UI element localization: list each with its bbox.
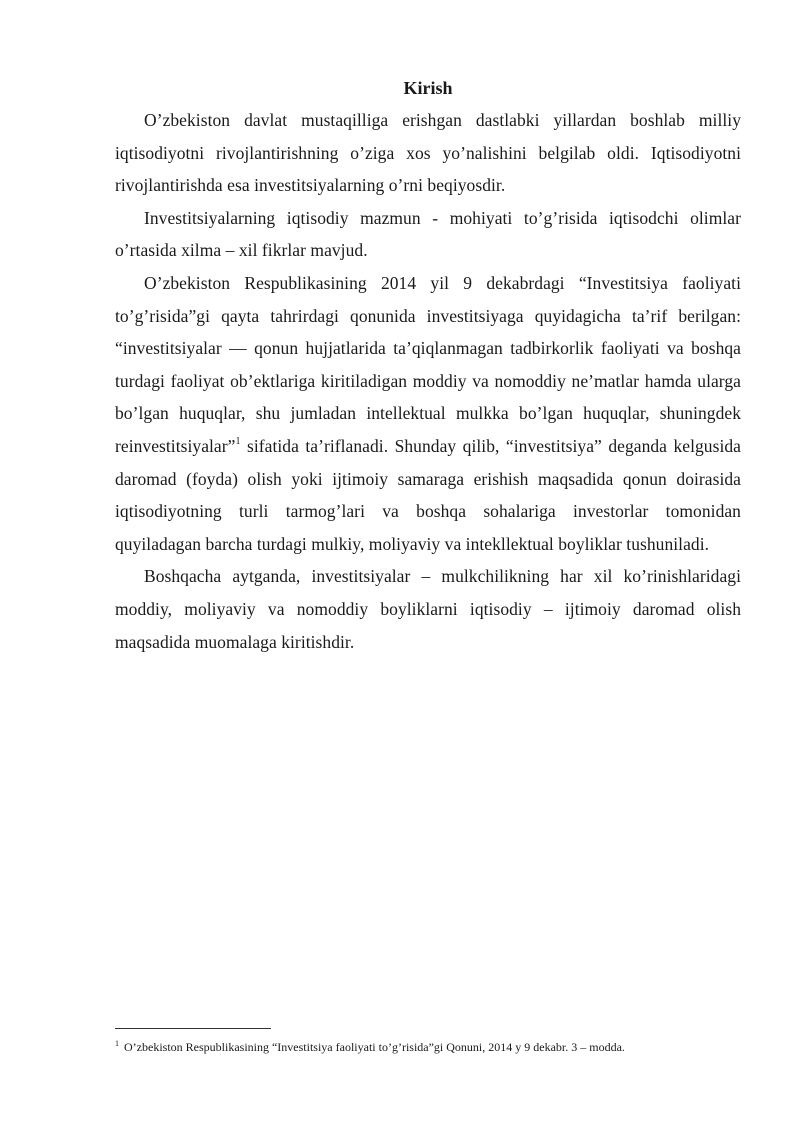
footnote-reference[interactable]: 1	[235, 435, 241, 447]
paragraph-summary: Boshqacha aytganda, investitsiyalar – mulkchilikning har xil ko’rinishlaridagi moddiy, moliyaviy va nomoddiy boyliklarni iqtisodiy – ijtimoiy daromad olish maqsadida muomalaga kiritishdir.	[115, 566, 741, 652]
paragraph-definition	[115, 267, 741, 560]
footnote-text: O’zbekiston Respublikasining “Investitsiya faoliyati to’g’risida”gi Qonuni, 2014 y 9 dekabr. 3 – modda.	[124, 1040, 625, 1054]
footnote-separator	[115, 1028, 271, 1029]
paragraph-intro: O’zbekiston davlat mustaqilliga erishgan dastlabki yillardan boshlab milliy iqtisodiyotni rivojlantirishning o’ziga xos yo’nalishini belgilab oldi. Iqtisodiyotni rivojlantirishda esa investitsiyalarning o’rni beqiyosdir.	[115, 110, 741, 196]
paragraph-views: Investitsiyalarning iqtisodiy mazmun - mohiyati to’g’risida iqtisodchi olimlar o’rtasida xilma – xil fikrlar mavjud.	[115, 207, 741, 261]
paragraph-definition-text-start: O’zbekiston Respublikasining 2014 yil 9 dekabrdagi “Investitsiya faoliyati to’g’risida”gi qayta tahrirdagi qonunida investitsiyaga quyidagicha ta’rif berilgan: “investitsiyalar — qonun hujjatlarida ta’qiqlanmagan tadbirkorlik faoliyati va boshqa turdagi faoliyat ob’ektlariga kiritiladigan moddiy va nomoddiy ne’matlar hamda ularga bo’lgan huquqlar, shu jumladan intellektual mulkka bo’lgan huquqlar, shuningdek reinvestitsiyalar”	[115, 272, 741, 456]
footnote	[115, 1039, 755, 1055]
paragraph-definition-text-end: sifatida ta’riflanadi. Shunday qilib, “investitsiya” deganda kelgusida daromad (foyda) olish yoki ijtimoiy samaraga erishish maqsadida qonun doirasida iqtisodiyotning turli tarmog’lari va boshqa sohalariga investorlar tomonidan quyiladagan barcha turdagi mulkiy, moliyaviy va intekllektual boyliklar tushuniladi.	[115, 435, 741, 554]
document-body	[115, 72, 741, 658]
page-title: Kirish	[403, 78, 453, 98]
footnote-marker: 1	[115, 1039, 119, 1048]
